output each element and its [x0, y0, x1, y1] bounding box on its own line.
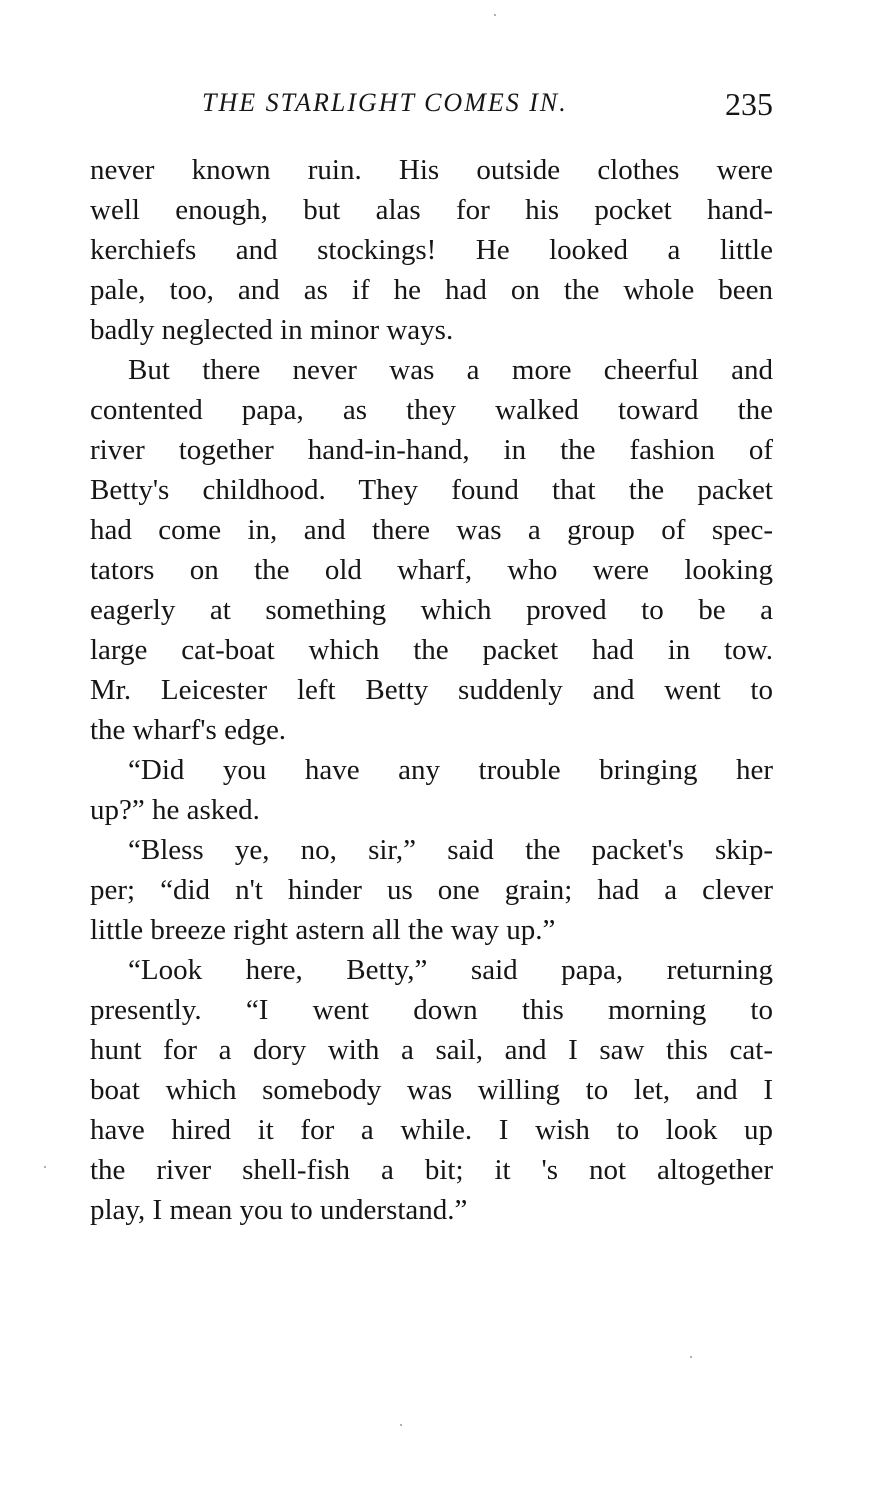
- text-line: contented papa, as they walked toward the: [90, 394, 773, 426]
- body-text: [90, 150, 773, 1230]
- text-line: “Look here, Betty,” said papa, returning: [128, 954, 773, 986]
- text-line: have hired it for a while. I wish to look up: [90, 1114, 773, 1146]
- text-line: little breeze right astern all the way up.”: [90, 914, 556, 946]
- page-header: [90, 88, 773, 128]
- running-title: THE STARLIGHT COMES IN.: [202, 88, 568, 117]
- text-line: “Bless ye, no, sir,” said the packet's skip-: [128, 834, 773, 866]
- text-line: never known ruin. His outside clothes were: [90, 154, 773, 186]
- text-line: Mr. Leicester left Betty suddenly and went to: [90, 674, 773, 706]
- paper-speck: [690, 1356, 692, 1358]
- text-line: had come in, and there was a group of spec-: [90, 514, 773, 546]
- text-line: large cat-boat which the packet had in tow.: [90, 634, 773, 666]
- text-line: the river shell-fish a bit; it 's not altogether: [90, 1154, 773, 1186]
- text-line: “Did you have any trouble bringing her: [128, 754, 773, 786]
- text-line: presently. “I went down this morning to: [90, 994, 773, 1026]
- text-line: the wharf's edge.: [90, 714, 287, 746]
- text-line: up?” he asked.: [90, 794, 260, 826]
- text-line: per; “did n't hinder us one grain; had a clever: [90, 874, 773, 906]
- text-line: well enough, but alas for his pocket hand-: [90, 194, 773, 226]
- text-line: play, I mean you to understand.”: [90, 1194, 468, 1226]
- text-line: eagerly at something which proved to be a: [90, 594, 773, 626]
- text-line: pale, too, and as if he had on the whole been: [90, 274, 773, 306]
- paper-speck: [44, 1166, 46, 1168]
- text-line: boat which somebody was willing to let, and I: [90, 1074, 773, 1106]
- text-line: river together hand-in-hand, in the fashion of: [90, 434, 773, 466]
- text-line: badly neglected in minor ways.: [90, 314, 454, 346]
- text-line: kerchiefs and stockings! He looked a little: [90, 234, 773, 266]
- text-line: tators on the old wharf, who were looking: [90, 554, 773, 586]
- page-number: 235: [725, 86, 773, 122]
- text-line: Betty's childhood. They found that the packet: [90, 474, 773, 506]
- text-line: hunt for a dory with a sail, and I saw this cat-: [90, 1034, 773, 1066]
- text-line: But there never was a more cheerful and: [128, 354, 773, 386]
- paper-speck: [400, 1424, 402, 1426]
- paper-speck: [494, 14, 496, 16]
